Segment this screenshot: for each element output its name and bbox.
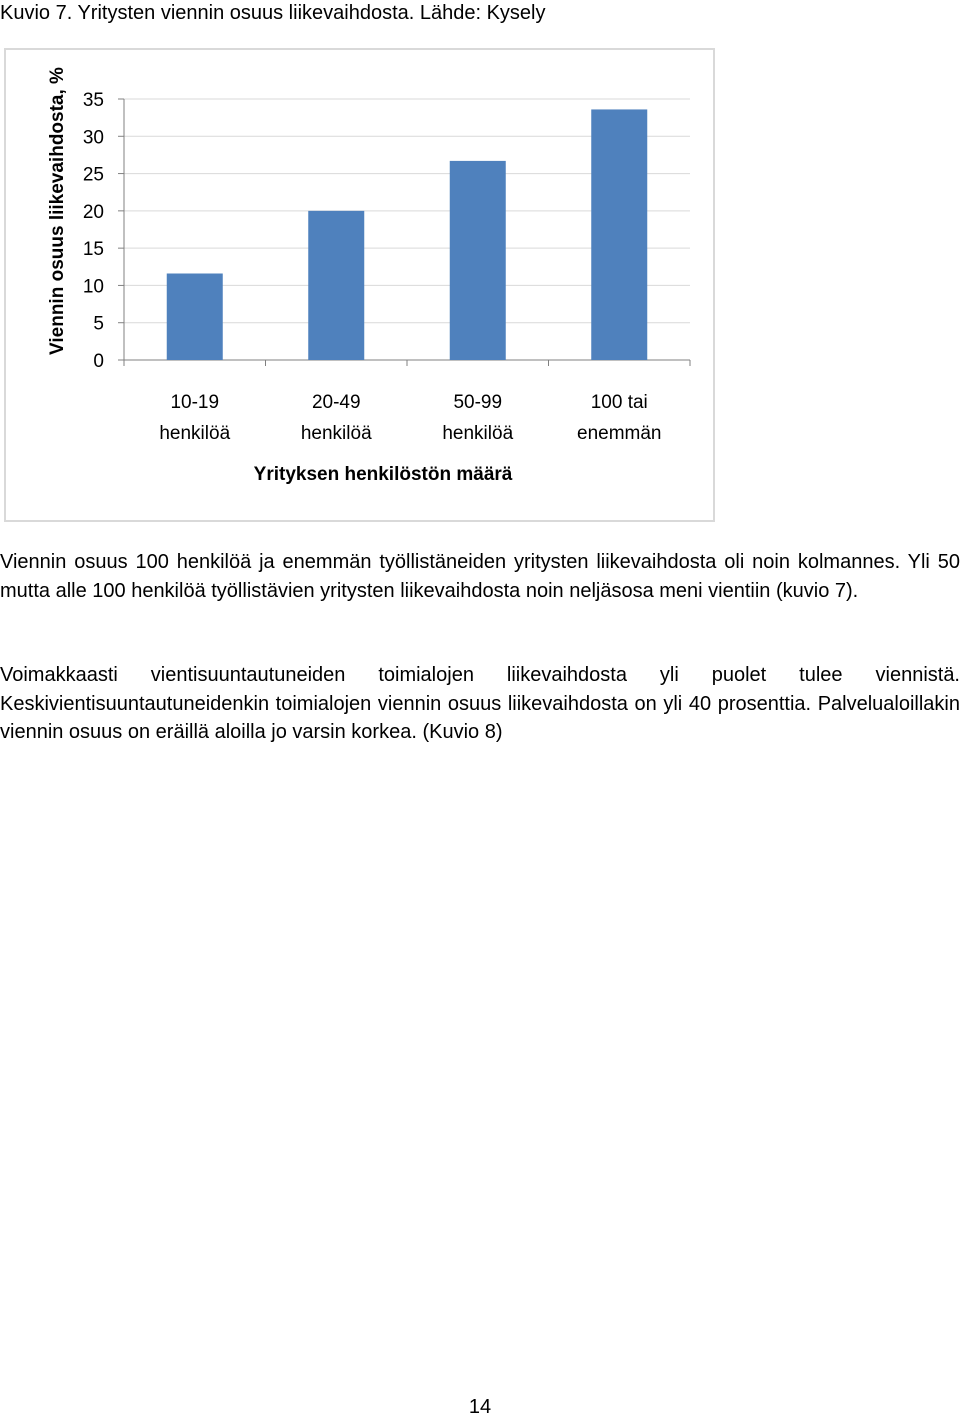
y-tick-label: 15 bbox=[82, 239, 104, 261]
y-tick-label: 25 bbox=[82, 164, 104, 186]
page-number: 14 bbox=[468, 1396, 492, 1418]
bar-2 bbox=[308, 211, 364, 360]
bar-chart bbox=[6, 50, 713, 520]
paragraph-1: Viennin osuus 100 henkilöä ja enemmän työllistäneiden yritysten liikevaihdosta oli noin kolmannes. Yli 50 mutta alle 100 henkilöä työllistävien yritysten liikevaihdosta noin neljäsosa meni vientiin (kuvio 7). bbox=[0, 551, 960, 602]
y-tick-label: 10 bbox=[82, 276, 104, 298]
bar-1 bbox=[167, 273, 223, 360]
x-tick-label: henkilöä bbox=[442, 423, 514, 444]
y-axis-title: Viennin osuus liikevaihdosta, % bbox=[47, 67, 68, 355]
x-tick-label: henkilöä bbox=[300, 423, 372, 444]
x-tick-label: 20-49 bbox=[311, 392, 361, 413]
chart-frame bbox=[4, 48, 715, 522]
x-tick-label: henkilöä bbox=[159, 423, 231, 444]
y-tick-label: 20 bbox=[82, 201, 104, 223]
bar-4 bbox=[591, 109, 647, 360]
x-tick-label: 10-19 bbox=[170, 392, 220, 413]
bar-3 bbox=[450, 161, 506, 360]
y-tick-label: 5 bbox=[93, 313, 104, 335]
x-tick-label: 50-99 bbox=[453, 392, 503, 413]
y-tick-label: 0 bbox=[93, 351, 104, 372]
x-tick-label: 100 tai bbox=[590, 392, 648, 413]
y-tick-label: 30 bbox=[82, 127, 104, 149]
figure-caption: Kuvio 7. Yritysten viennin osuus liikevaihdosta. Lähde: Kysely bbox=[0, 2, 546, 24]
x-tick-label: enemmän bbox=[577, 423, 662, 444]
x-axis-title: Yrityksen henkilöstön määrä bbox=[253, 464, 513, 485]
y-tick-label: 35 bbox=[82, 90, 104, 111]
paragraph-2: Voimakkaasti vientisuuntautuneiden toimialojen liikevaihdosta yli puolet tulee viennistä. Keskivientisuuntautuneidenkin toimialojen viennin osuus liikevaihdosta on yli 40 prosenttia. Palvelualoillakin viennin osuus on eräillä aloilla jo varsin korkea. (Kuvio 8) bbox=[0, 664, 960, 743]
